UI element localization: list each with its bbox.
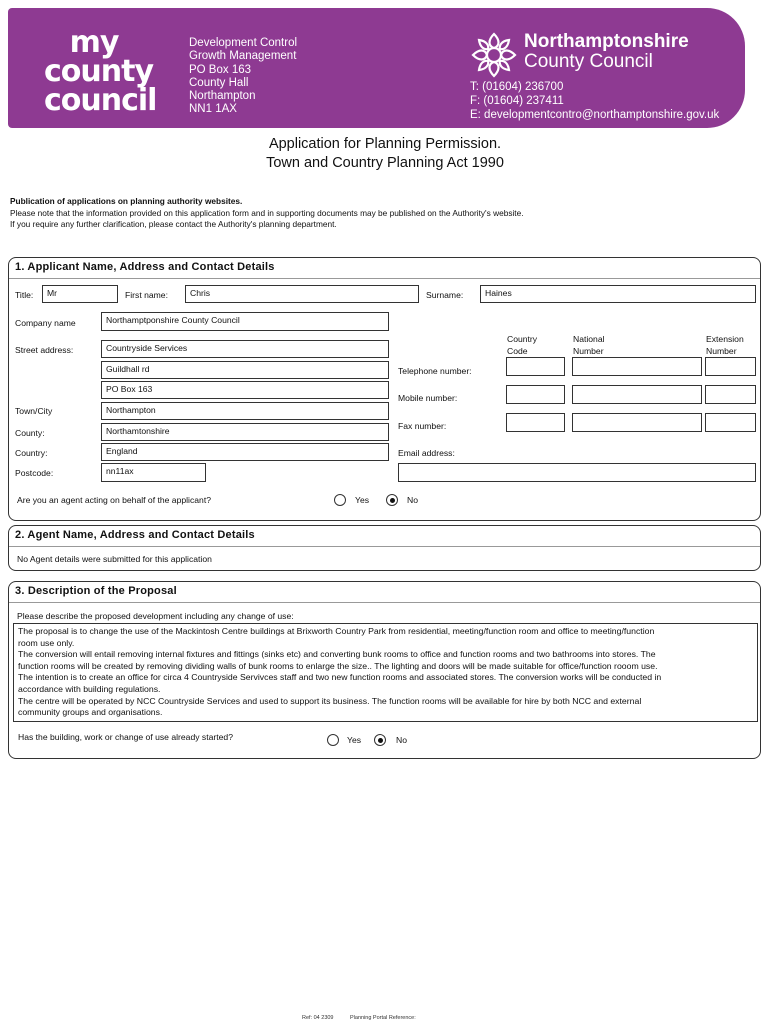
publication-notice <box>10 196 524 231</box>
council-name-line1: Northamptonshire <box>524 31 689 52</box>
agent-note: No Agent details were submitted for this application <box>17 554 212 564</box>
agent-yes-radio[interactable] <box>334 494 346 506</box>
agent-question: Are you an agent acting on behalf of the applicant? <box>17 495 211 505</box>
street-line1-field[interactable]: Countryside Services <box>101 340 389 358</box>
office-address <box>189 37 297 117</box>
title-field[interactable]: Mr <box>42 285 118 303</box>
surname-field[interactable]: Haines <box>480 285 756 303</box>
section-divider <box>9 602 760 603</box>
section-title: 2. Agent Name, Address and Contact Details <box>15 529 255 541</box>
council-name-line2: County Council <box>524 51 653 72</box>
company-label: Company name <box>15 318 76 328</box>
address-line: Northampton <box>189 90 256 103</box>
council-email[interactable]: E: developmentcontro@northamptonshire.gov.uk <box>470 109 720 121</box>
address-line: PO Box 163 <box>189 63 252 76</box>
footer-ref: Ref: 04 2309 <box>302 1015 334 1021</box>
country-code-label: Code <box>507 346 528 356</box>
first-name-field[interactable]: Chris <box>185 285 419 303</box>
rose-crest-icon <box>469 30 519 80</box>
mobile-number-field[interactable] <box>572 385 702 404</box>
surname-label: Surname: <box>426 290 464 300</box>
description-line: The proposal is to change the use of the Mackintosh Centre buildings at Brixworth Country Park from residential, meeting/function room and office to meeting/function <box>18 626 655 636</box>
description-line: The centre will be operated by NCC Countryside Services and used to support its business. The function rooms will be available for hire by both NCC and external <box>18 695 642 706</box>
address-line: Growth Management <box>189 50 297 63</box>
started-question: Has the building, work or change of use already started? <box>18 732 233 742</box>
county-label: County: <box>15 428 45 438</box>
town-field[interactable]: Northampton <box>101 402 389 420</box>
section-divider <box>9 278 760 279</box>
description-line: accordance with building regulations. <box>18 683 161 694</box>
my-county-council-logo <box>44 25 157 118</box>
national-number-label: National <box>573 334 605 344</box>
council-name <box>524 32 689 72</box>
form-title: Application for Planning Permission. <box>268 136 502 152</box>
country-code-label: Country <box>507 334 538 344</box>
mobile-extension-field[interactable] <box>705 385 756 404</box>
description-line: The conversion will entail removing internal fixtures and fittings (sinks etc) and converting bunk rooms to office and function rooms and two bathrooms into stores. The <box>18 649 656 660</box>
section-agent <box>8 525 761 571</box>
logo-line: county <box>44 54 154 89</box>
fax-number-field[interactable] <box>572 413 702 432</box>
council-fax: F: (01604) 237411 <box>470 95 564 107</box>
postcode-label: Postcode: <box>15 468 54 478</box>
proposal-description-field[interactable] <box>13 623 758 722</box>
description-line: room use only. <box>18 637 75 648</box>
description-line: community groups and organisations. <box>18 707 163 718</box>
fax-country-code-field[interactable] <box>506 413 565 432</box>
street-line2-field[interactable]: Guildhall rd <box>101 361 389 379</box>
started-no-radio[interactable] <box>374 734 386 746</box>
telephone-number-field[interactable] <box>572 357 702 376</box>
publication-heading: Publication of applications on planning authority websites. <box>10 196 243 206</box>
email-field[interactable] <box>398 463 756 482</box>
national-number-label: Number <box>573 346 604 356</box>
started-yes-radio[interactable] <box>327 734 339 746</box>
town-label: Town/City <box>15 406 53 416</box>
description-line: function rooms will be created by removing dividing walls of bunk rooms to enlarge the size.. The lighting and doors will be made suitable for office/function rooom use. <box>18 660 658 671</box>
started-no-label: No <box>396 735 407 745</box>
section-divider <box>9 546 760 547</box>
street-line3-field[interactable]: PO Box 163 <box>101 381 389 399</box>
extension-label: Number <box>706 346 737 356</box>
email-label: Email address: <box>398 448 455 458</box>
telephone-country-code-field[interactable] <box>506 357 565 376</box>
address-line: NN1 1AX <box>189 103 237 116</box>
title-label: Title: <box>15 290 34 300</box>
footer-portal-reference: Planning Portal Reference: <box>350 1015 416 1021</box>
county-field[interactable]: Northamtonshire <box>101 423 389 441</box>
section-applicant <box>8 257 761 521</box>
logo-line: my <box>69 25 119 60</box>
company-field[interactable]: Northamptponshire County Council <box>101 312 389 331</box>
fax-label: Fax number: <box>398 421 447 431</box>
country-field[interactable]: England <box>101 443 389 461</box>
telephone-extension-field[interactable] <box>705 357 756 376</box>
proposal-prompt: Please describe the proposed development including any change of use: <box>17 611 294 621</box>
extension-label: Extension <box>706 334 744 344</box>
first-name-label: First name: <box>125 290 168 300</box>
header-banner <box>8 8 745 128</box>
fax-extension-field[interactable] <box>705 413 756 432</box>
postcode-field[interactable]: nn11ax <box>101 463 206 482</box>
address-line: County Hall <box>189 76 249 89</box>
section-title: 3. Description of the Proposal <box>15 585 177 597</box>
agent-no-radio[interactable] <box>386 494 398 506</box>
agent-yes-label: Yes <box>355 495 370 505</box>
section-title: 1. Applicant Name, Address and Contact Details <box>15 261 275 273</box>
country-label: Country: <box>15 448 48 458</box>
agent-no-label: No <box>407 495 418 505</box>
address-line: Development Control <box>189 37 298 49</box>
description-line: The intention is to create an office for circa 4 Countryside Servivces staff and two new function rooms and associated stores. The conversion works will be conducted in <box>18 672 662 683</box>
logo-line: council <box>44 83 157 118</box>
council-contacts <box>470 80 719 122</box>
publication-text: Please note that the information provided on this application form and in supporting documents may be published on the Authority's website. <box>10 207 524 218</box>
mobile-label: Mobile number: <box>398 393 458 403</box>
telephone-label: Telephone number: <box>398 366 472 376</box>
section-proposal <box>8 581 761 759</box>
street-label: Street address: <box>15 345 74 355</box>
started-yes-label: Yes <box>347 735 362 745</box>
form-subtitle: Town and Country Planning Act 1990 <box>266 155 504 171</box>
publication-text: If you require any further clarification, please contact the Authority's planning department. <box>10 219 337 230</box>
council-telephone: T: (01604) 236700 <box>470 81 564 93</box>
mobile-country-code-field[interactable] <box>506 385 565 404</box>
